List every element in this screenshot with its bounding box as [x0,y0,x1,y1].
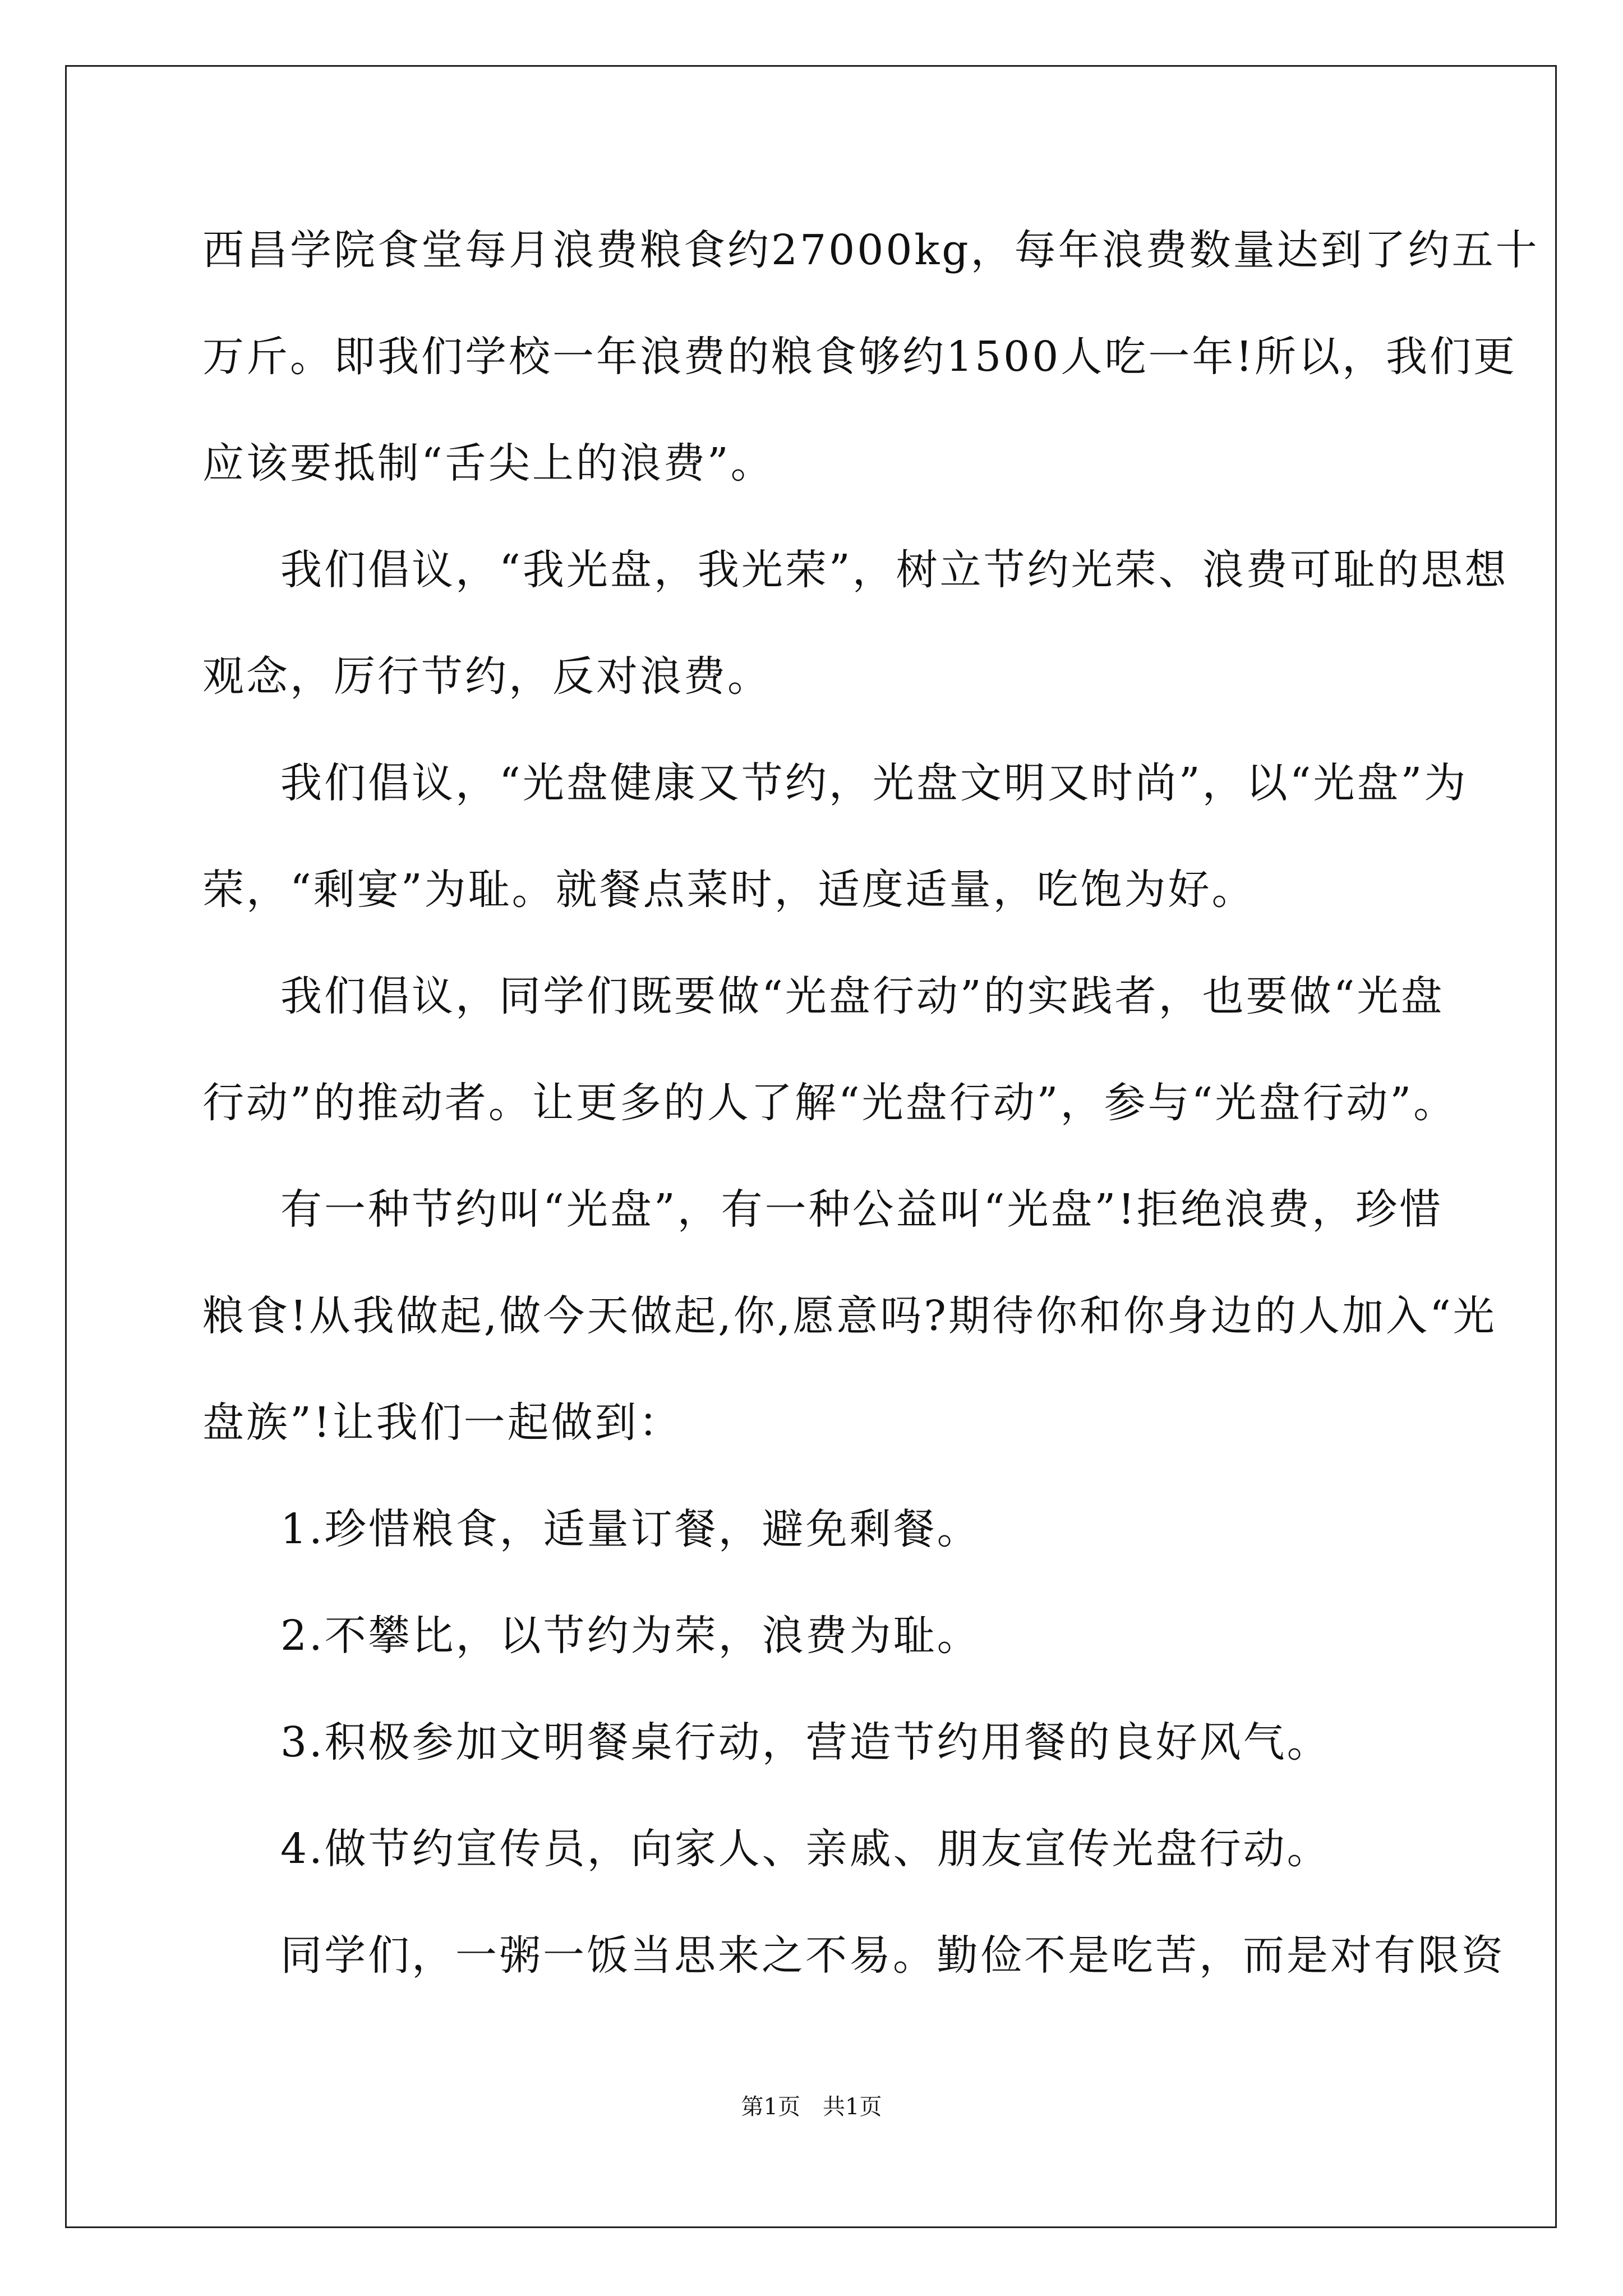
text-line: 应该要抵制“舌尖上的浪费”。 [202,439,774,487]
text-line: 荣，“剩宴”为耻。就餐点菜时，适度适量，吃饱为好。 [202,866,1256,914]
list-item: 1.珍惜粮食，适量订餐，避免剩餐。 [280,1505,981,1553]
list-item: 4.做节约宣传员，向家人、亲戚、朋友宣传光盘行动。 [280,1825,1331,1873]
paragraph-first-line: 我们倡议，同学们既要做“光盘行动”的实践者，也要做“光盘 [280,972,1445,1020]
text-line: 西昌学院食堂每月浪费粮食约27000kg，每年浪费数量达到了约五十 [202,226,1539,274]
page-number-current: 第1页 [741,2094,800,2120]
text-line: 盘族”!让我们一起做到： [202,1398,683,1447]
paragraph-first-line: 同学们，一粥一饭当思来之不易。勤俭不是吃苦，而是对有限资 [280,1931,1505,1980]
text-line: 观念，厉行节约，反对浪费。 [202,652,771,701]
page-frame [65,65,1557,2228]
page-number-total: 共1页 [823,2094,882,2120]
list-item: 3.积极参加文明餐桌行动，营造节约用餐的良好风气。 [280,1718,1331,1766]
text-line: 行动”的推动者。让更多的人了解“光盘行动”，参与“光盘行动”。 [202,1079,1458,1127]
page-footer [0,2090,1623,2124]
paragraph-first-line: 我们倡议，“我光盘，我光荣”，树立节约光荣、浪费可耻的思想 [280,546,1509,594]
list-item: 2.不攀比，以节约为荣，浪费为耻。 [280,1612,981,1660]
paragraph-first-line: 我们倡议，“光盘健康又节约，光盘文明又时尚”，以“光盘”为 [280,759,1468,807]
text-line: 粮食!从我做起,做今天做起,你,愿意吗?期待你和你身边的人加入“光 [202,1292,1497,1340]
text-line: 万斤。即我们学校一年浪费的粮食够约1500人吃一年!所以，我们更 [202,333,1518,381]
paragraph-first-line: 有一种节约叫“光盘”，有一种公益叫“光盘”!拒绝浪费，珍惜 [280,1185,1444,1234]
